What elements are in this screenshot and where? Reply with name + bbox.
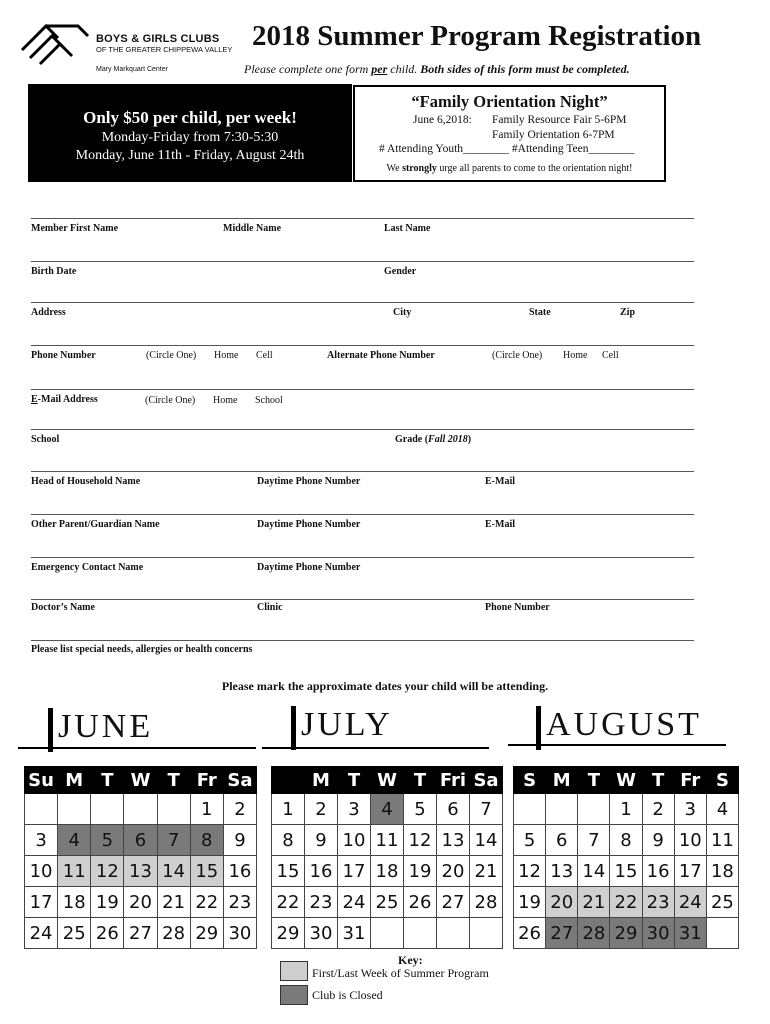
calendar-day[interactable]: 13 <box>124 856 157 887</box>
calendar-day[interactable]: 5 <box>91 825 124 856</box>
weekday-header: T <box>404 767 437 794</box>
weekday-header: Su <box>25 767 58 794</box>
phone-circle-one: (Circle One) <box>146 350 197 361</box>
calendar-day[interactable]: 10 <box>25 856 58 887</box>
grade-label: Grade (Fall 2018) <box>395 434 472 445</box>
calendar-day[interactable]: 15 <box>190 856 223 887</box>
calendar-day[interactable]: 26 <box>514 918 546 949</box>
calendar-day[interactable]: 13 <box>437 825 470 856</box>
calendar-empty-cell <box>157 794 190 825</box>
calendar-week-row <box>272 825 503 856</box>
calendar-week-row <box>25 825 257 856</box>
calendar-day[interactable]: 24 <box>674 887 706 918</box>
other-daytime-phone-label: Daytime Phone Number <box>257 519 361 530</box>
calendar-week-row <box>514 887 739 918</box>
key-dark-swatch <box>280 985 308 1005</box>
other-parent-label: Other Parent/Guardian Name <box>31 519 160 530</box>
calendar-empty-cell <box>25 794 58 825</box>
page-subtitle: Please complete one form per child. Both sides of this form must be completed. <box>244 62 630 76</box>
special-needs-label: Please list special needs, allergies or health concerns <box>31 644 253 655</box>
calendar-day[interactable]: 6 <box>437 794 470 825</box>
member-name-line[interactable] <box>31 218 694 219</box>
calendar-day[interactable]: 24 <box>25 918 58 949</box>
address-line[interactable] <box>31 302 694 303</box>
pricing-headline: Only $50 per child, per week! <box>83 108 297 127</box>
calendar-day[interactable]: 22 <box>190 887 223 918</box>
calendar-day[interactable]: 20 <box>124 887 157 918</box>
calendar-empty-cell <box>124 794 157 825</box>
calendar-day[interactable]: 4 <box>58 825 91 856</box>
weekday-header: T <box>157 767 190 794</box>
calendar-day[interactable]: 5 <box>404 794 437 825</box>
weekday-header: Fri <box>437 767 470 794</box>
calendar-day[interactable]: 31 <box>338 918 371 949</box>
calendar-empty-cell <box>91 794 124 825</box>
calendar-day[interactable]: 27 <box>437 887 470 918</box>
other-parent-line[interactable] <box>31 514 694 515</box>
calendar-week-row <box>514 918 739 949</box>
calendar-day[interactable]: 22 <box>610 887 642 918</box>
calendar-day[interactable]: 7 <box>470 794 503 825</box>
address-label: Address <box>31 307 66 318</box>
first-name-label: Member First Name <box>31 223 119 234</box>
weekday-header: M <box>58 767 91 794</box>
calendar-day[interactable]: 29 <box>190 918 223 949</box>
calendar-day[interactable]: 21 <box>470 856 503 887</box>
alt-phone-home-option[interactable]: Home <box>563 350 588 361</box>
phone-line[interactable] <box>31 345 694 346</box>
weekday-header: T <box>578 767 610 794</box>
calendar-day[interactable]: 9 <box>223 825 256 856</box>
calendar-day[interactable]: 19 <box>91 887 124 918</box>
emergency-phone-label: Daytime Phone Number <box>257 562 361 573</box>
calendar-day[interactable]: 12 <box>91 856 124 887</box>
phone-label: Phone Number <box>31 350 96 361</box>
calendar-day[interactable]: 20 <box>437 856 470 887</box>
calendar-empty-cell <box>371 918 404 949</box>
june-underline <box>18 747 256 749</box>
calendar-day[interactable]: 14 <box>578 856 610 887</box>
pricing-dates: Monday, June 11th - Friday, August 24th <box>75 148 305 163</box>
orientation-urge: We strongly urge all parents to come to the orientation night! <box>386 163 633 174</box>
calendar-day[interactable]: 17 <box>25 887 58 918</box>
calendar-day[interactable]: 18 <box>371 856 404 887</box>
calendar-august <box>513 766 739 949</box>
weekday-header: S <box>514 767 546 794</box>
orientation-date: June 6,2018: <box>413 114 472 126</box>
weekday-header: Fr <box>674 767 706 794</box>
weekday-header: T <box>338 767 371 794</box>
calendar-day[interactable]: 8 <box>190 825 223 856</box>
birth-gender-line[interactable] <box>31 261 694 262</box>
calendar-day[interactable]: 23 <box>223 887 256 918</box>
calendar-day[interactable]: 6 <box>546 825 578 856</box>
head-of-household-line[interactable] <box>31 471 694 472</box>
boys-girls-club-logo-icon <box>18 20 90 68</box>
calendar-day[interactable]: 21 <box>157 887 190 918</box>
attending-count-fields[interactable]: # Attending Youth________ #Attending Teen________ <box>379 143 635 155</box>
weekday-header: T <box>91 767 124 794</box>
orientation-session: Family Orientation 6-7PM <box>492 129 615 141</box>
calendar-day[interactable]: 17 <box>338 856 371 887</box>
calendar-day[interactable]: 21 <box>578 887 610 918</box>
weekday-header: T <box>642 767 674 794</box>
calendar-day[interactable]: 8 <box>272 825 305 856</box>
calendar-day[interactable]: 20 <box>546 887 578 918</box>
weekday-header: Sa <box>223 767 256 794</box>
hoh-daytime-phone-label: Daytime Phone Number <box>257 476 361 487</box>
calendar-day[interactable]: 11 <box>58 856 91 887</box>
calendar-day[interactable]: 25 <box>371 887 404 918</box>
calendar-empty-cell <box>578 794 610 825</box>
middle-name-label: Middle Name <box>223 223 282 234</box>
weekday-header: M <box>546 767 578 794</box>
emergency-contact-label: Emergency Contact Name <box>31 562 144 573</box>
orientation-fair: Family Resource Fair 5-6PM <box>492 114 627 126</box>
calendar-day[interactable]: 30 <box>305 918 338 949</box>
calendar-day[interactable]: 1 <box>190 794 223 825</box>
email-label: E-Mail Address <box>31 394 98 405</box>
calendar-week-row <box>272 856 503 887</box>
calendar-day[interactable]: 29 <box>610 918 642 949</box>
calendar-day[interactable]: 27 <box>546 918 578 949</box>
weekday-header: S <box>706 767 738 794</box>
calendar-day[interactable]: 3 <box>25 825 58 856</box>
calendar-week-row <box>25 856 257 887</box>
calendar-day[interactable]: 1 <box>272 794 305 825</box>
state-label: State <box>529 307 551 318</box>
city-label: City <box>393 307 412 318</box>
calendar-day[interactable]: 28 <box>157 918 190 949</box>
weekday-header: Sa <box>470 767 503 794</box>
pricing-hours: Monday-Friday from 7:30-5:30 <box>101 130 279 145</box>
email-school-option[interactable]: School <box>255 395 283 406</box>
gender-label: Gender <box>384 266 417 277</box>
calendar-week-row <box>272 918 503 949</box>
school-label: School <box>31 434 60 445</box>
calendar-week-row <box>272 794 503 825</box>
calendar-day[interactable]: 3 <box>338 794 371 825</box>
calendar-empty-cell <box>546 794 578 825</box>
calendar-day[interactable]: 26 <box>404 887 437 918</box>
hoh-name-label: Head of Household Name <box>31 476 141 487</box>
calendar-july <box>271 766 503 949</box>
calendar-day[interactable]: 14 <box>470 825 503 856</box>
alt-phone-label: Alternate Phone Number <box>327 350 435 361</box>
calendar-day[interactable]: 1 <box>610 794 642 825</box>
weekday-header: W <box>610 767 642 794</box>
weekday-header: M <box>305 767 338 794</box>
weekday-header <box>272 767 305 794</box>
key-title: Key: <box>398 953 423 967</box>
calendar-day[interactable]: 8 <box>610 825 642 856</box>
calendar-day[interactable]: 16 <box>305 856 338 887</box>
calendar-day[interactable]: 9 <box>305 825 338 856</box>
calendar-empty-cell <box>470 918 503 949</box>
calendar-day[interactable]: 24 <box>338 887 371 918</box>
calendar-day[interactable]: 11 <box>371 825 404 856</box>
calendar-week-row <box>25 918 257 949</box>
emergency-line[interactable] <box>31 557 694 558</box>
email-line[interactable] <box>31 389 694 390</box>
calendar-empty-cell <box>706 918 738 949</box>
calendar-empty-cell <box>58 794 91 825</box>
calendar-day[interactable]: 2 <box>223 794 256 825</box>
calendar-day[interactable]: 19 <box>404 856 437 887</box>
month-title-july: JULY <box>301 706 393 743</box>
phone-cell-option[interactable]: Cell <box>256 350 273 361</box>
calendar-day[interactable]: 7 <box>157 825 190 856</box>
key-first-last-label: First/Last Week of Summer Program <box>312 966 489 980</box>
email-home-option[interactable]: Home <box>213 395 238 406</box>
calendar-empty-cell <box>514 794 546 825</box>
doctor-line[interactable] <box>31 599 694 600</box>
orientation-title: “Family Orientation Night” <box>411 92 608 111</box>
mark-dates-instruction: Please mark the approximate dates your child will be attending. <box>221 679 549 693</box>
calendar-day[interactable]: 12 <box>404 825 437 856</box>
calendar-june <box>24 766 257 949</box>
calendar-week-row <box>514 856 739 887</box>
key-light-swatch <box>280 961 308 981</box>
phone-home-option[interactable]: Home <box>214 350 239 361</box>
calendar-week-row <box>272 887 503 918</box>
calendar-week-row <box>25 887 257 918</box>
calendar-day[interactable]: 17 <box>674 856 706 887</box>
calendar-day[interactable]: 18 <box>58 887 91 918</box>
alt-phone-cell-option[interactable]: Cell <box>602 350 619 361</box>
calendar-day[interactable]: 30 <box>223 918 256 949</box>
calendar-day[interactable]: 29 <box>272 918 305 949</box>
calendar-day[interactable]: 2 <box>305 794 338 825</box>
calendar-day[interactable]: 28 <box>470 887 503 918</box>
calendar-day[interactable]: 10 <box>338 825 371 856</box>
calendar-day[interactable]: 15 <box>610 856 642 887</box>
calendar-day[interactable]: 12 <box>514 856 546 887</box>
calendar-day[interactable]: 11 <box>706 825 738 856</box>
calendar-day[interactable]: 13 <box>546 856 578 887</box>
calendar-day[interactable]: 6 <box>124 825 157 856</box>
page-title: 2018 Summer Program Registration <box>252 20 702 52</box>
birth-date-label: Birth Date <box>31 266 77 277</box>
center-name: Mary Markquart Center <box>96 66 168 73</box>
clinic-label: Clinic <box>257 602 283 613</box>
july-underline <box>262 747 489 749</box>
calendar-day[interactable]: 23 <box>305 887 338 918</box>
month-title-august: AUGUST <box>546 706 702 743</box>
calendar-day[interactable]: 10 <box>674 825 706 856</box>
calendar-day[interactable]: 4 <box>706 794 738 825</box>
calendar-week-row <box>514 825 739 856</box>
calendar-day[interactable]: 25 <box>706 887 738 918</box>
july-bar <box>291 706 296 750</box>
calendar-day[interactable]: 15 <box>272 856 305 887</box>
weekday-header: W <box>124 767 157 794</box>
calendar-day[interactable]: 9 <box>642 825 674 856</box>
calendar-day[interactable]: 23 <box>642 887 674 918</box>
email-circle-one: (Circle One) <box>145 395 196 406</box>
weekday-header: W <box>371 767 404 794</box>
calendar-day[interactable]: 4 <box>371 794 404 825</box>
pricing-box <box>28 84 352 182</box>
calendar-day[interactable]: 27 <box>124 918 157 949</box>
calendar-day[interactable]: 28 <box>578 918 610 949</box>
calendar-day[interactable]: 2 <box>642 794 674 825</box>
month-title-june: JUNE <box>58 708 154 745</box>
calendar-day[interactable]: 19 <box>514 887 546 918</box>
calendar-day[interactable]: 30 <box>642 918 674 949</box>
doctor-phone-label: Phone Number <box>485 602 550 613</box>
june-bar <box>48 708 53 752</box>
calendar-day[interactable]: 5 <box>514 825 546 856</box>
other-email-label: E-Mail <box>485 519 515 530</box>
calendar-day[interactable]: 7 <box>578 825 610 856</box>
org-subname: OF THE GREATER CHIPPEWA VALLEY <box>96 45 233 54</box>
calendar-day[interactable]: 25 <box>58 918 91 949</box>
calendar-day[interactable]: 16 <box>223 856 256 887</box>
zip-label: Zip <box>620 307 636 318</box>
calendar-day[interactable]: 18 <box>706 856 738 887</box>
calendar-day[interactable]: 22 <box>272 887 305 918</box>
august-underline <box>508 744 726 746</box>
calendar-day[interactable]: 14 <box>157 856 190 887</box>
alt-phone-circle-one: (Circle One) <box>492 350 543 361</box>
calendar-day[interactable]: 16 <box>642 856 674 887</box>
key-closed-label: Club is Closed <box>312 988 383 1002</box>
org-name: BOYS & GIRLS CLUBS <box>96 33 220 45</box>
doctor-name-label: Doctor’s Name <box>31 602 95 613</box>
weekday-header: Fr <box>190 767 223 794</box>
calendar-empty-cell <box>437 918 470 949</box>
hoh-email-label: E-Mail <box>485 476 515 487</box>
school-line[interactable] <box>31 429 694 430</box>
calendar-empty-cell <box>404 918 437 949</box>
calendar-day[interactable]: 26 <box>91 918 124 949</box>
calendar-day[interactable]: 31 <box>674 918 706 949</box>
calendar-day[interactable]: 3 <box>674 794 706 825</box>
special-needs-line[interactable] <box>31 640 694 641</box>
calendar-week-row <box>25 794 257 825</box>
last-name-label: Last Name <box>384 223 431 234</box>
orientation-box <box>353 85 666 182</box>
calendar-week-row <box>514 794 739 825</box>
